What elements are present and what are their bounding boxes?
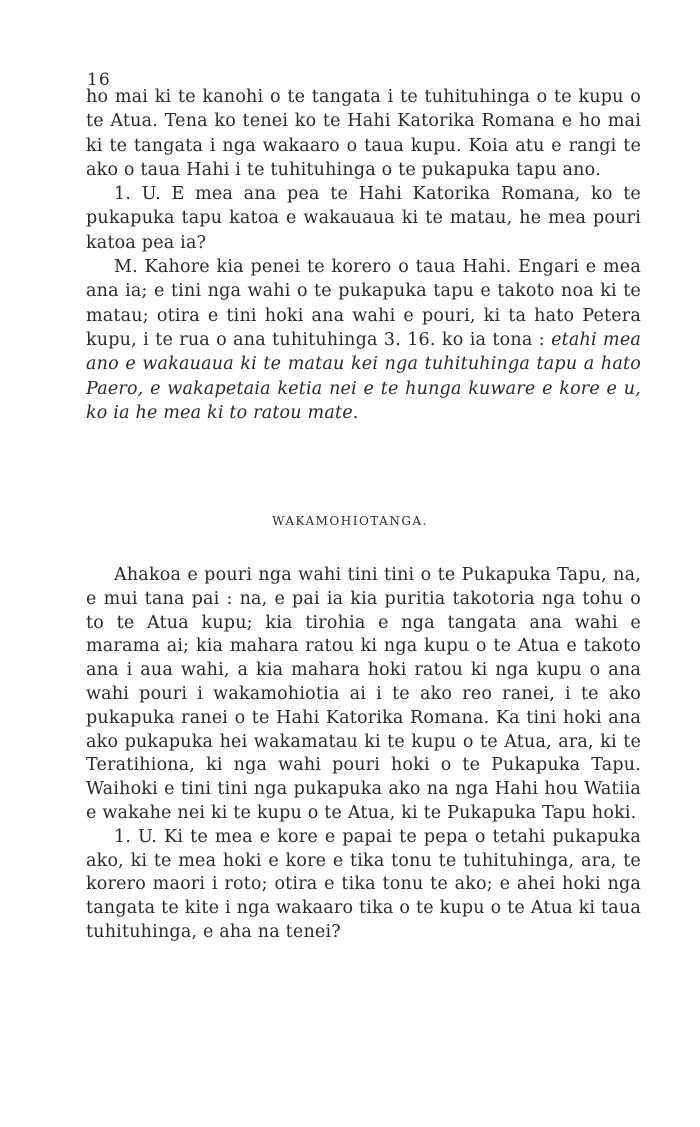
body-paragraph: Ahakoa e pouri nga wahi tini tini o te Pukapuka Tapu, na, e mui tana pai : na, e pai ia kia puritia takotoria nga tohu o to te Atua kupu; kia tirohia e nga tangata ana wahi e marama ai; kia mahara ratou ki nga kupu o te Atua e takoto ana i aua wahi, a kia mahara hoki ratou ki nga kupu o ana wahi pouri i wakamohiotia ai i te ako reo ranei, i te ako pukapuka ranei o te Hahi Katorika Romana. Ka tini hoki ana ako pukapuka hei wakamatau ki te kupu o te Atua, ara, ki te Teratihiona, ki nga wahi pouri hoki o te Pukapuka Tapu. Waihoki e tini tini nga pukapuka ako na nga Hahi hou Watiia e wakahe nei ki te kupu o te Atua, ki te Pukapuka Tapu hoki. [86,565,641,823]
section-heading: WAKAMOHIOTANGA. [272,514,428,528]
continuation-paragraph: ho mai ki te kanohi o te tangata i te tuhituhinga o te kupu o te Atua. Tena ko tenei ko te Hahi Katorika Romana e ho mai ki te tangata i nga wakaaro o taua kupu. Koia atu e rangi te ako o taua Hahi i te tuhituhinga o te pukapuka tapu ano. [86,87,641,180]
section-two [86,564,641,945]
answer-italic-quote: etahi mea ano e wakauaua ki te matau kei nga tuhituhinga tapu a hato Paero, e wakapetaia ketia nei e te hunga kuware e kore e u, ko ia he mea ki to ratou mate. [86,329,642,423]
question-paragraph: 1. U. E mea ana pea te Hahi Katorika Romana, ko te pukapuka tapu katoa e wakauaua ki te matau, he mea pouri katoa pea ia? [86,184,641,253]
question-paragraph-2: 1. U. Ki te mea e kore e papai te pepa o tetahi pukapuka ako, ki te mea hoki e kore e tika tonu te tuhituhinga, ara, te korero maori i roto; otira e tika tonu te ako; e ahei hoki nga tangata te kite i nga wakaaro tika o te kupu o te Atua ki taua tuhituhinga, e aha na tenei? [86,826,641,942]
page-number: 16 [87,70,111,90]
answer-text: M. Kahore kia penei te korero o taua Hahi. Engari e mea ana ia; e tini nga wahi o te pukapuka tapu e takoto noa ki te matau; otira e tini hoki ana wahi e pouri, ki ta hato Petera kupu, i te rua o ana tuhituhinga 3. 16. ko ia tona : [86,257,641,350]
answer-paragraph [86,255,641,425]
section-one [86,85,641,425]
